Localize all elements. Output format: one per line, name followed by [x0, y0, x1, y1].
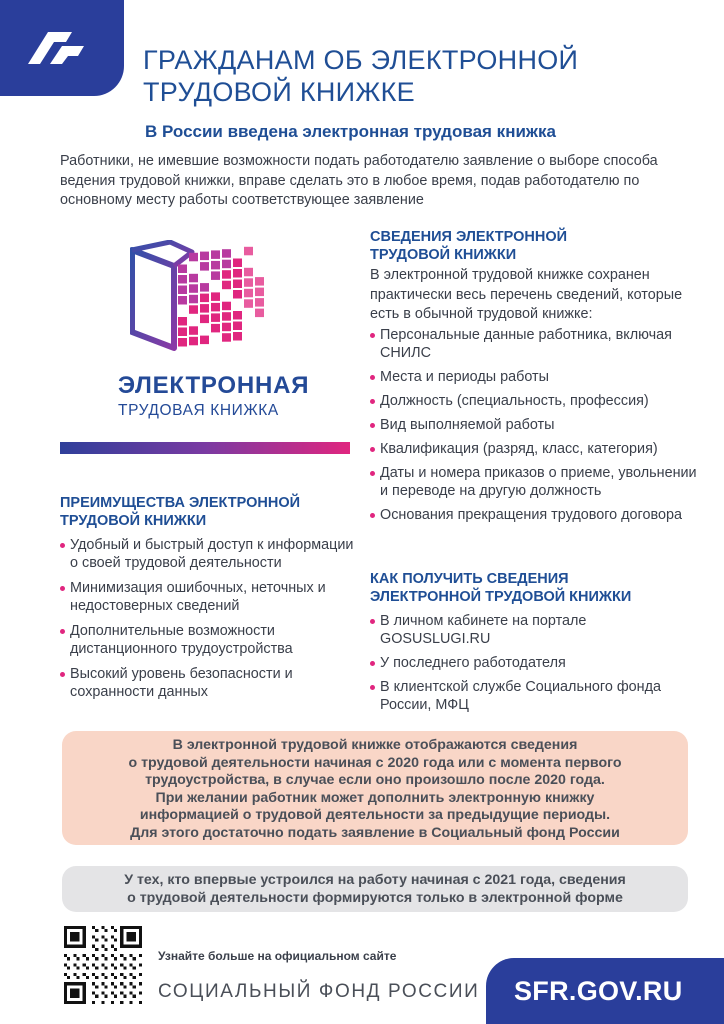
advantages-list-item: Минимизация ошибочных, неточных и недостоверных сведений [60, 579, 360, 615]
fund-name: СОЦИАЛЬНЫЙ ФОНД РОССИИ [158, 981, 480, 1002]
get-info-heading [370, 570, 690, 606]
gradient-divider [60, 442, 350, 454]
brand-block [60, 240, 350, 460]
qr-code-icon[interactable] [64, 926, 142, 1004]
notice-gray-box [62, 866, 688, 912]
site-link-badge[interactable] [486, 958, 724, 1024]
brand-title: ЭЛЕКТРОННАЯ [118, 372, 310, 399]
advantages-list-item: Высокий уровень безопасности и сохранности данных [60, 665, 360, 701]
page-subtitle: В России введена электронная трудовая книжка [145, 122, 556, 141]
info-list-item: Вид выполняемой работы [370, 416, 700, 434]
sfr-logo-icon [22, 18, 94, 74]
advantages-heading [60, 494, 360, 530]
site-link[interactable]: SFR.GOV.RU [514, 976, 683, 1006]
info-list-item: Персональные данные работника, включая СНИЛС [370, 326, 700, 362]
notice-gray-line: о трудовой деятельности формируются только в электронной форме [127, 890, 623, 906]
info-paragraph: В электронной трудовой книжке сохранен практически весь перечень сведений, которые есть в обычной трудовой книжке: [370, 267, 683, 322]
title-line-2: ТРУДОВОЙ КНИЖКЕ [143, 77, 415, 107]
get-info-list-item: У последнего работодателя [370, 654, 690, 672]
info-heading-line-1: СВЕДЕНИЯ ЭЛЕКТРОННОЙ [370, 229, 568, 245]
brand-subtitle: ТРУДОВАЯ КНИЖКА [118, 402, 279, 419]
info-list-item: Места и периоды работы [370, 368, 700, 386]
learn-more-text: Узнайте больше на официальном сайте [158, 949, 397, 963]
advantages-heading-line-1: ПРЕИМУЩЕСТВА ЭЛЕКТРОННОЙ [60, 495, 301, 511]
info-list-item: Основания прекращения трудового договора [370, 506, 700, 524]
info-list-item: Квалификация (разряд, класс, категория) [370, 440, 700, 458]
intro-paragraph: Работники, не имевшие возможности подать работодателю заявление о выборе способа ведения трудовой книжки, вправе сделать это в любое время, подав работодателю по основному месту работы соответствующее заявление [60, 153, 658, 208]
notice-peach-line: о трудовой деятельности начиная с 2020 года или с момента первого [128, 754, 622, 771]
notice-peach-line: информацией о трудовой деятельности за предыдущие периоды. [139, 807, 611, 823]
notice-peach-line: трудоустройства, в случае если оно произошло после 2020 года. [145, 772, 605, 788]
info-heading-line-2: ТРУДОВОЙ КНИЖКИ [370, 247, 517, 263]
sfr-logo-badge [0, 0, 124, 96]
get-info-heading-line-2: ЭЛЕКТРОННОЙ ТРУДОВОЙ КНИЖКИ [370, 589, 632, 605]
notice-gray-line: У тех, кто впервые устроился на работу начиная с 2021 года, сведения [124, 872, 626, 888]
pixel-grid [178, 247, 264, 347]
info-list-item: Должность (специальность, профессия) [370, 392, 700, 410]
notice-peach-box [62, 731, 688, 845]
get-info-list [370, 612, 690, 720]
advantages-list-item: Удобный и быстрый доступ к информации о своей трудовой деятельности [60, 536, 360, 572]
book-pixel-logo-icon [130, 240, 270, 352]
advantages-list [60, 536, 360, 708]
notice-peach-line: В электронной трудовой книжке отображаются сведения [172, 737, 578, 753]
title-line-1: ГРАЖДАНАМ ОБ ЭЛЕКТРОННОЙ [143, 45, 579, 75]
info-list [370, 326, 700, 530]
advantages-heading-line-2: ТРУДОВОЙ КНИЖКИ [60, 513, 207, 529]
page-title [143, 44, 663, 108]
info-heading [370, 228, 690, 264]
info-list-item: Даты и номера приказов о приеме, увольнении и переводе на другую должность [370, 464, 700, 500]
get-info-heading-line-1: КАК ПОЛУЧИТЬ СВЕДЕНИЯ [370, 571, 569, 587]
notice-peach-line: Для этого достаточно подать заявление в Социальный фонд России [130, 824, 620, 841]
get-info-list-item: В клиентской службе Социального фонда России, МФЦ [370, 678, 690, 714]
get-info-list-item: В личном кабинете на портале GOSUSLUGI.RU [370, 612, 690, 648]
notice-peach-line: При желании работник может дополнить электронную книжку [155, 789, 595, 806]
advantages-list-item: Дополнительные возможности дистанционного трудоустройства [60, 622, 360, 658]
